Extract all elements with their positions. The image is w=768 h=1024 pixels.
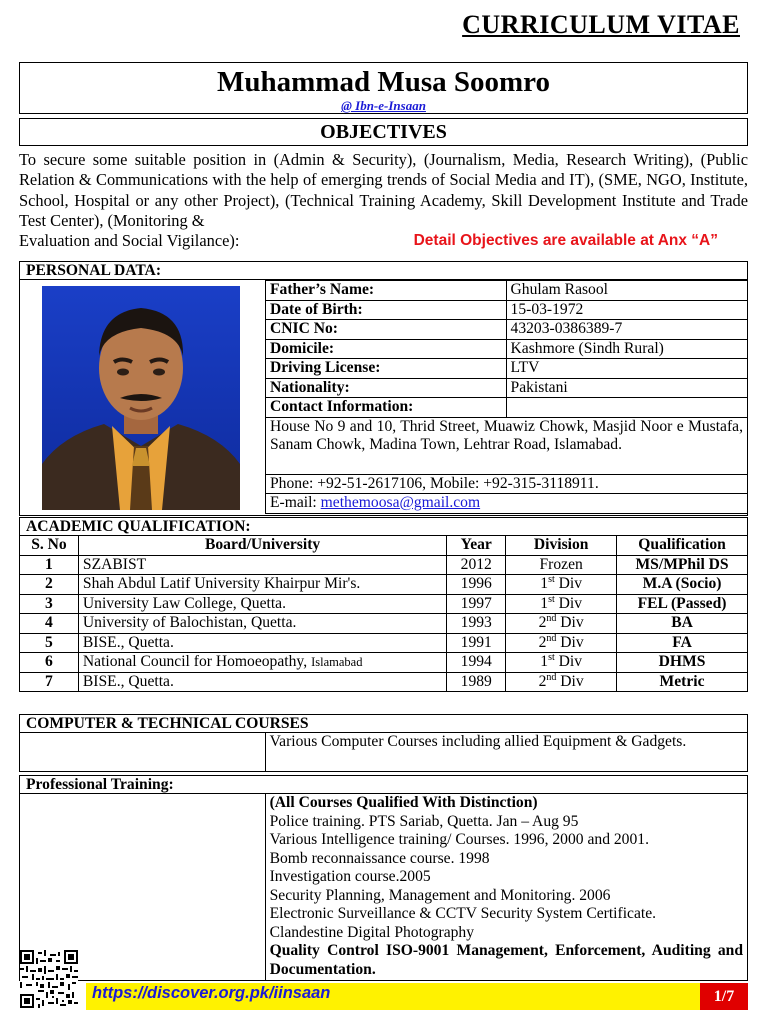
academic-division bbox=[506, 614, 617, 634]
personal-row bbox=[266, 281, 748, 301]
academic-sno: 1 bbox=[20, 555, 79, 575]
personal-row bbox=[266, 378, 748, 398]
training-table bbox=[19, 793, 748, 981]
academic-board bbox=[78, 614, 446, 634]
academic-year: 1993 bbox=[447, 614, 506, 634]
division-suffix: nd bbox=[546, 671, 557, 683]
academic-board-name: BISE., Quetta. bbox=[82, 672, 174, 690]
division-value: 1 bbox=[540, 653, 549, 670]
training-intro: (All Courses Qualified With Distinction) bbox=[269, 794, 538, 811]
academic-header-row bbox=[20, 536, 748, 556]
personal-value: 15-03-1972 bbox=[506, 300, 747, 320]
academic-year: 2012 bbox=[447, 555, 506, 575]
computer-empty-cell bbox=[20, 733, 266, 772]
personal-row bbox=[266, 359, 748, 379]
academic-board-name: University Law College, Quetta. bbox=[82, 594, 287, 612]
email-link[interactable]: methemoosa@gmail.com bbox=[320, 494, 481, 511]
academic-sno: 5 bbox=[20, 633, 79, 653]
academic-table bbox=[19, 535, 748, 692]
academic-board-name: SZABIST bbox=[82, 555, 147, 573]
division-rest: Div bbox=[556, 672, 584, 690]
document-title: CURRICULUM VITAE bbox=[462, 10, 740, 39]
division-rest: Div bbox=[554, 594, 583, 612]
email-label: E-mail: bbox=[270, 494, 321, 511]
personal-value: Ghulam Rasool bbox=[506, 281, 747, 301]
phone-cell: Phone: +92-51-2617106, Mobile: +92-315-3118911. bbox=[266, 474, 748, 494]
academic-row bbox=[20, 672, 748, 692]
training-item: Police training. PTS Sariab, Quetta. Jan – Aug 95 bbox=[269, 812, 579, 830]
objectives-heading: OBJECTIVES bbox=[19, 118, 748, 146]
academic-board bbox=[78, 653, 446, 673]
academic-qualification: FA bbox=[617, 633, 748, 653]
academic-division bbox=[506, 672, 617, 692]
objectives-last-line bbox=[19, 231, 748, 251]
division-suffix: nd bbox=[546, 632, 557, 644]
division-suffix: st bbox=[548, 573, 555, 585]
division-value: 2 bbox=[538, 614, 547, 631]
computer-heading: COMPUTER & TECHNICAL COURSES bbox=[19, 714, 748, 733]
division-suffix: st bbox=[548, 651, 555, 663]
academic-row bbox=[20, 575, 748, 595]
academic-row bbox=[20, 594, 748, 614]
academic-board-name: Shah Abdul Latif University Khairpur Mir's. bbox=[82, 575, 361, 592]
personal-value: LTV bbox=[506, 359, 747, 379]
personal-label: CNIC No: bbox=[266, 320, 507, 340]
footer-link[interactable]: https://discover.org.pk/iinsaan bbox=[92, 984, 331, 1002]
academic-year: 1994 bbox=[447, 653, 506, 673]
academic-qualification: MS/MPhil DS bbox=[617, 555, 748, 575]
academic-qualification: M.A (Socio) bbox=[617, 575, 748, 595]
academic-qualification: Metric bbox=[617, 672, 748, 692]
division-value: Frozen bbox=[539, 555, 583, 573]
division-suffix: st bbox=[548, 593, 555, 605]
academic-qualification: DHMS bbox=[617, 653, 748, 673]
academic-sno: 3 bbox=[20, 594, 79, 614]
address-cell: House No 9 and 10, Thrid Street, Muawiz Chowk, Masjid Noor e Mustafa, Sanam Chowk, Madina Town, Lehtrar Road, Islamabad. bbox=[266, 417, 748, 474]
academic-qualification: FEL (Passed) bbox=[617, 594, 748, 614]
personal-value: Pakistani bbox=[506, 378, 747, 398]
person-name: Muhammad Musa Soomro bbox=[217, 66, 550, 98]
alias-link[interactable]: @ Ibn-e-Insaan bbox=[341, 98, 426, 113]
academic-year: 1996 bbox=[447, 575, 506, 595]
personal-value: 43203-0386389-7 bbox=[506, 320, 747, 340]
academic-board-name: National Council for Homoeopathy, bbox=[82, 653, 308, 670]
col-sno: S. No bbox=[20, 536, 79, 556]
academic-sno: 4 bbox=[20, 614, 79, 634]
personal-label: Father’s Name: bbox=[266, 281, 507, 301]
academic-year: 1989 bbox=[447, 672, 506, 692]
address-row bbox=[266, 417, 748, 474]
col-qualification: Qualification bbox=[617, 536, 748, 556]
division-value: 2 bbox=[538, 633, 547, 651]
training-item: Investigation course.2005 bbox=[269, 868, 431, 885]
computer-table bbox=[19, 732, 748, 772]
email-row bbox=[266, 494, 748, 514]
academic-row bbox=[20, 614, 748, 634]
training-item: Security Planning, Management and Monitoring. 2006 bbox=[269, 886, 611, 904]
academic-board-location: Islamabad bbox=[311, 655, 363, 669]
division-rest: Div bbox=[556, 633, 584, 651]
academic-sno: 2 bbox=[20, 575, 79, 595]
qr-code bbox=[20, 950, 78, 1008]
training-item: Bomb reconnaissance course. 1998 bbox=[269, 849, 490, 867]
academic-year: 1991 bbox=[447, 633, 506, 653]
training-item: Various Intelligence training/ Courses. 1996, 2000 and 2001. bbox=[269, 831, 649, 848]
academic-row bbox=[20, 653, 748, 673]
division-rest: Div bbox=[556, 614, 584, 631]
name-box bbox=[19, 62, 748, 114]
objectives-text bbox=[19, 150, 748, 251]
training-item: Electronic Surveillance & CCTV Security System Certificate. bbox=[269, 905, 657, 922]
academic-board bbox=[78, 594, 446, 614]
division-rest: Div bbox=[554, 575, 583, 592]
academic-division bbox=[506, 594, 617, 614]
academic-heading: ACADEMIC QUALIFICATION: bbox=[19, 517, 748, 536]
personal-label: Nationality: bbox=[266, 378, 507, 398]
academic-division bbox=[506, 653, 617, 673]
personal-row bbox=[266, 339, 748, 359]
training-item: Clandestine Digital Photography bbox=[269, 923, 475, 941]
col-division: Division bbox=[506, 536, 617, 556]
objectives-body: To secure some suitable position in (Admin & Security), (Journalism, Media, Research Writing), (Public Relation & Communications with the help of emerging trends of Social Media and IT), (SME, NGO, Institute, School, Hospital or any other Project), (Technical Training Academy, Skill Development Institute and Trade Test Center), (Monitoring & bbox=[19, 150, 748, 230]
personal-data-table bbox=[265, 280, 748, 514]
academic-board bbox=[78, 555, 446, 575]
personal-row bbox=[266, 320, 748, 340]
training-last-item: Quality Control ISO-9001 Management, Enforcement, Auditing and Documentation. bbox=[269, 942, 743, 978]
training-list bbox=[270, 813, 743, 943]
col-board: Board/University bbox=[78, 536, 446, 556]
personal-label: Date of Birth: bbox=[266, 300, 507, 320]
academic-division bbox=[506, 633, 617, 653]
academic-sno: 7 bbox=[20, 672, 79, 692]
email-cell bbox=[266, 494, 748, 514]
profile-photo bbox=[42, 286, 240, 510]
academic-board bbox=[78, 633, 446, 653]
training-heading: Professional Training: bbox=[19, 775, 748, 794]
academic-division bbox=[506, 555, 617, 575]
personal-value: Kashmore (Sindh Rural) bbox=[506, 339, 747, 359]
division-value: 1 bbox=[540, 575, 549, 592]
division-rest: Div bbox=[554, 653, 583, 670]
objectives-last-text: Evaluation and Social Vigilance): bbox=[19, 231, 240, 251]
personal-label: Driving License: bbox=[266, 359, 507, 379]
computer-text: Various Computer Courses including allied Equipment & Gadgets. bbox=[265, 733, 747, 772]
personal-label: Domicile: bbox=[266, 339, 507, 359]
annex-note: Detail Objectives are available at Anx “A” bbox=[413, 232, 718, 250]
personal-value bbox=[506, 398, 747, 418]
division-suffix: nd bbox=[546, 612, 557, 624]
division-value: 1 bbox=[540, 594, 549, 612]
division-value: 2 bbox=[538, 672, 547, 690]
academic-year: 1997 bbox=[447, 594, 506, 614]
academic-board-name: University of Balochistan, Quetta. bbox=[82, 614, 297, 631]
academic-sno: 6 bbox=[20, 653, 79, 673]
col-year: Year bbox=[447, 536, 506, 556]
academic-board bbox=[78, 672, 446, 692]
page-number: 1/7 bbox=[700, 983, 748, 1010]
personal-row bbox=[266, 300, 748, 320]
personal-label: Contact Information: bbox=[266, 398, 507, 418]
phone-row bbox=[266, 474, 748, 494]
academic-division bbox=[506, 575, 617, 595]
personal-row bbox=[266, 398, 748, 418]
academic-row bbox=[20, 633, 748, 653]
academic-qualification: BA bbox=[617, 614, 748, 634]
personal-data-heading: PERSONAL DATA: bbox=[19, 261, 748, 280]
academic-row bbox=[20, 555, 748, 575]
academic-board-name: BISE., Quetta. bbox=[82, 633, 174, 651]
training-cell bbox=[265, 794, 747, 981]
academic-board bbox=[78, 575, 446, 595]
